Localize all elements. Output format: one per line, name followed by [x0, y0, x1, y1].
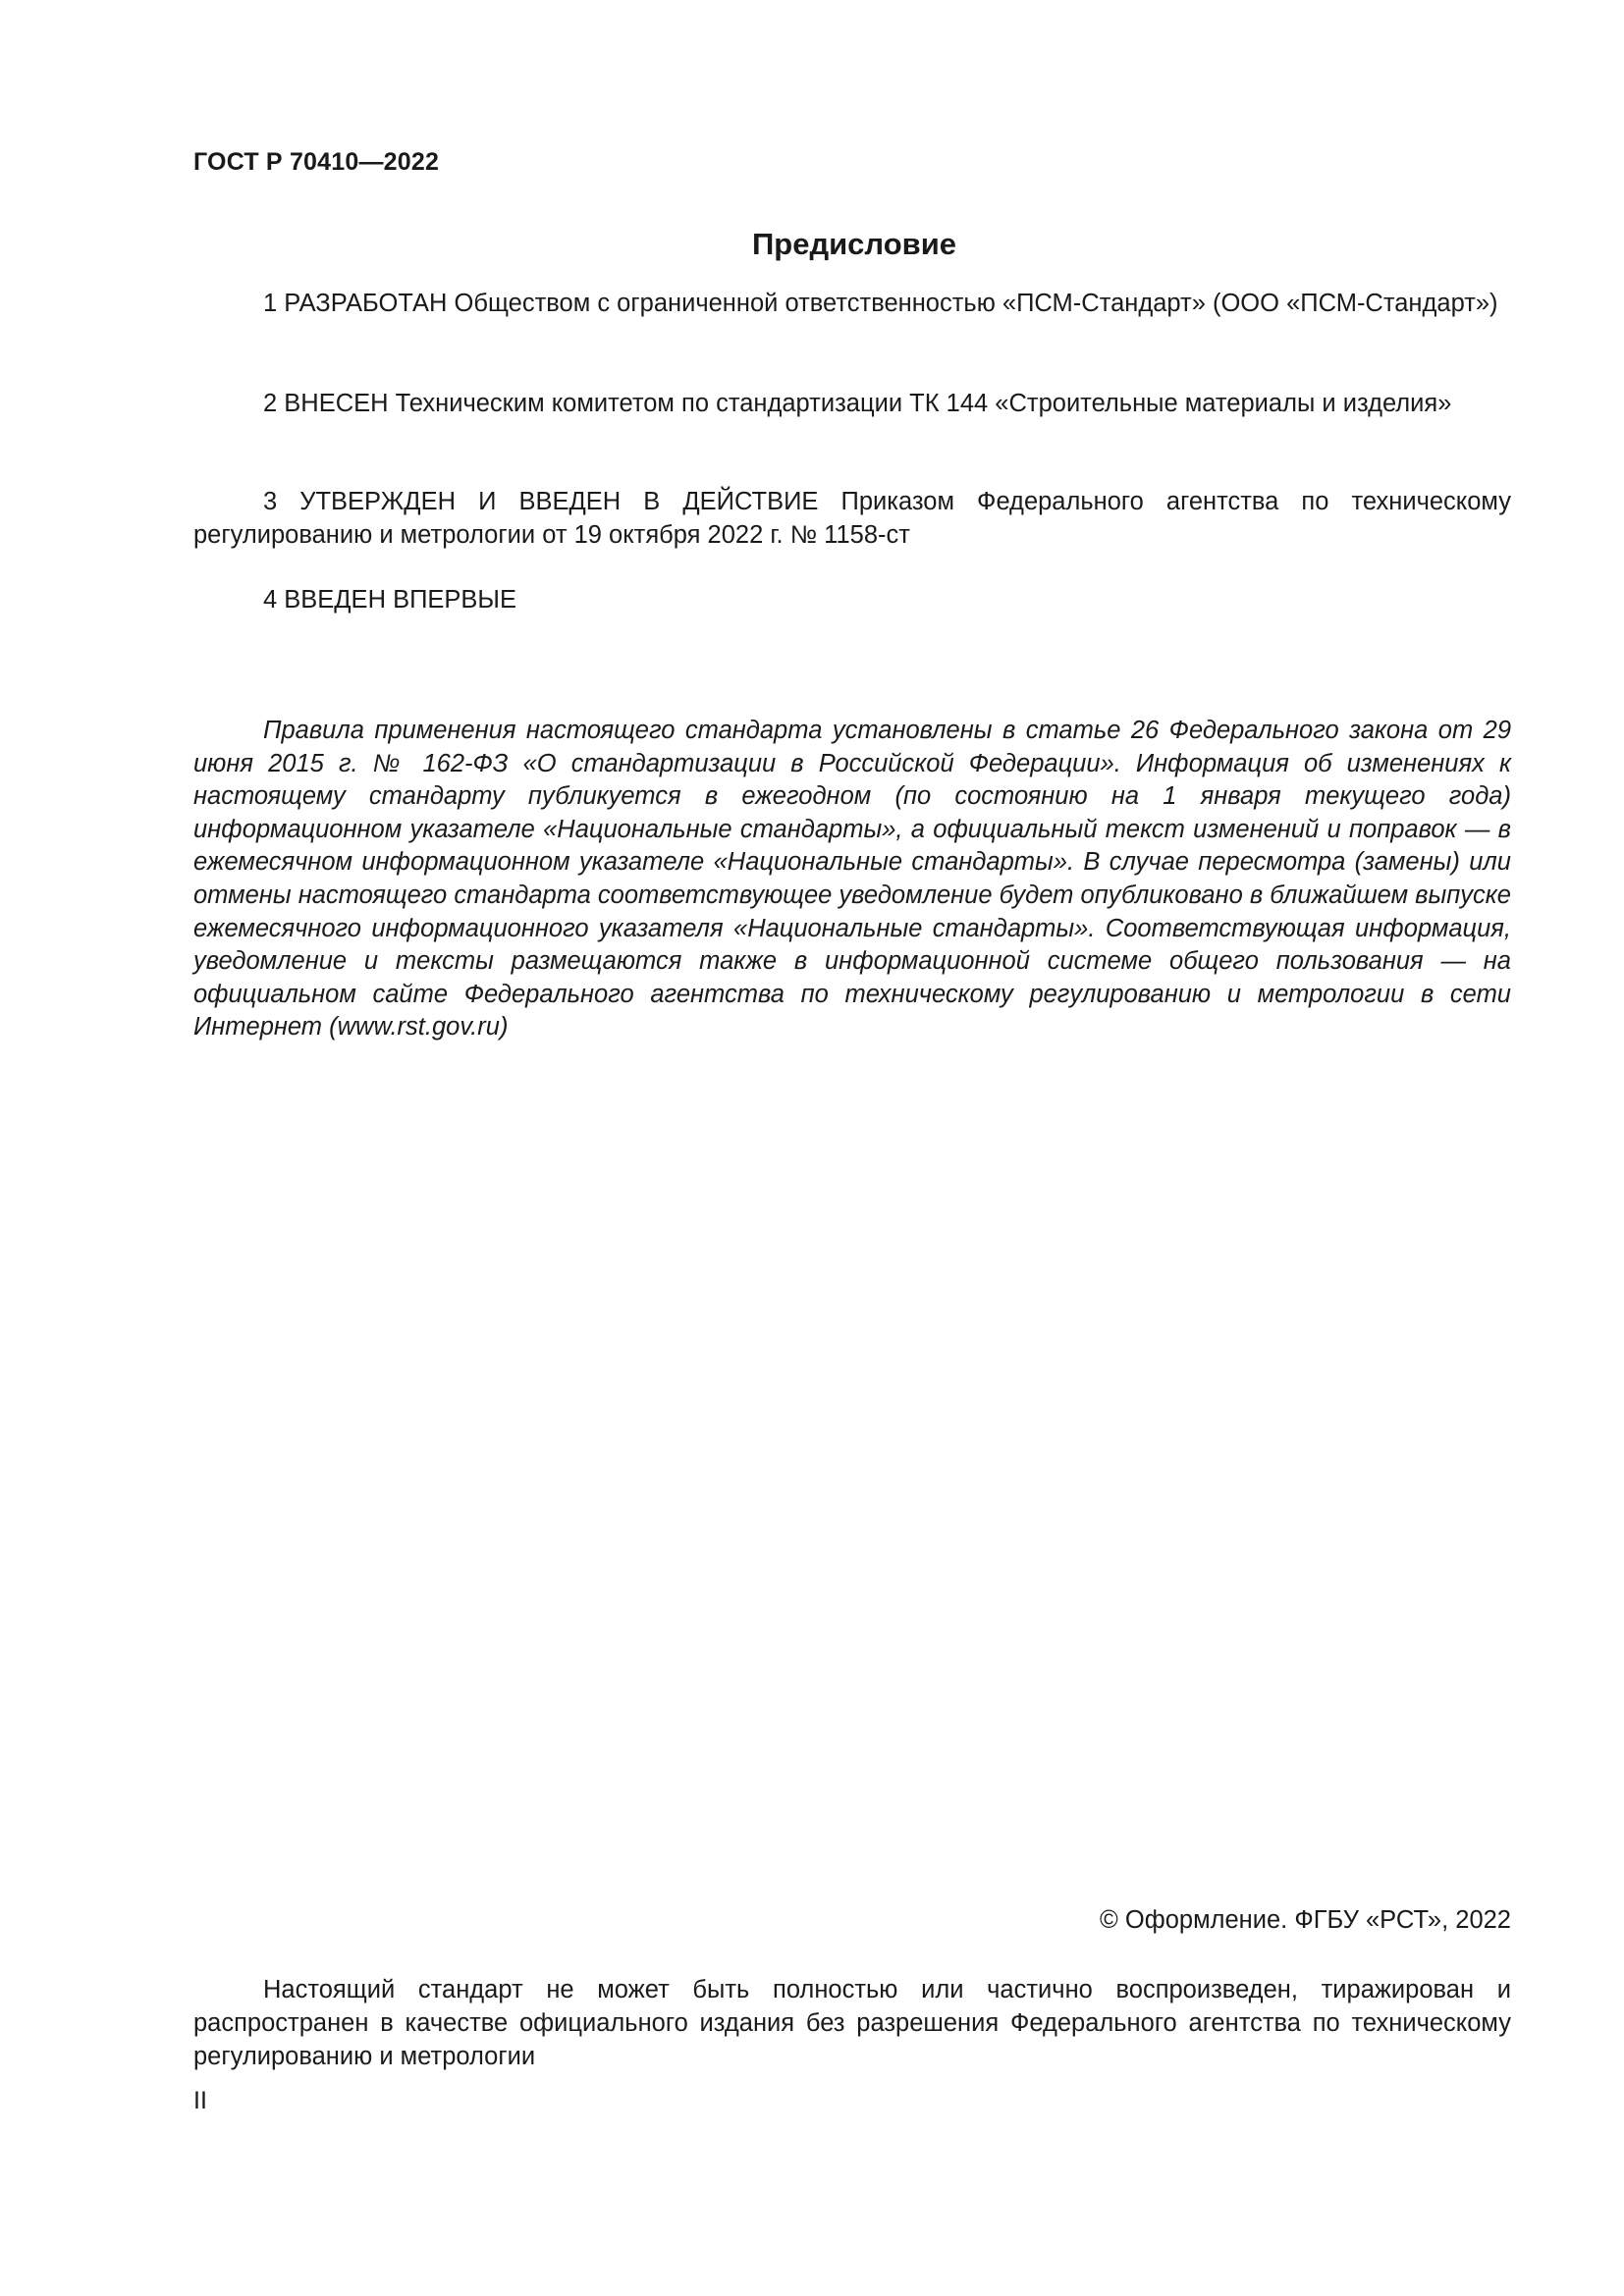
foreword-item-4-text: 4 ВВЕДЕН ВПЕРВЫЕ — [263, 586, 517, 614]
foreword-item-1 — [193, 287, 1511, 320]
foreword-item-1-text: 1 РАЗРАБОТАН Обществом с ограниченной ответственностью «ПСМ-Стандарт» (ООО «ПСМ-Стандарт») — [263, 290, 1498, 317]
application-rules-text: Правила применения настоящего стандарта установлены в статье 26 Федерального закона от 29 июня 2015 г. № 162-ФЗ «О стандартизации в Российской Федерации». Информация об изменениях к настоящему стандарту публикуется в ежегодном (по состоянию на 1 января текущего года) информационном указателе «Национальные стандарты», а официальный текст изменений и поправок — в ежемесячном информационном указателе «Национальные стандарты». В случае пересмотра (замены) или отмены настоящего стандарта соответствующее уведомление будет опубликовано в ближайшем выпуске ежемесячного информационного указателя «Национальные стандарты». Соответствующая информация, уведомление и тексты размещаются также в информационной системе общего пользования — на официальном сайте Федерального агентства по техническому регулированию и метрологии в сети Интернет (www.rst.gov.ru) — [193, 717, 1511, 1041]
foreword-item-2 — [193, 387, 1511, 420]
copyright-line: © Оформление. ФГБУ «РСТ», 2022 — [1100, 1906, 1511, 1934]
page-title: Предисловие — [751, 227, 956, 261]
page-number: II — [193, 2087, 207, 2114]
foreword-item-3-text: 3 УТВЕРЖДЕН И ВВЕДЕН В ДЕЙСТВИЕ Приказом Федерального агентства по техническому регулированию и метрологии от 19 октября 2022 г. № 1158-ст — [193, 488, 1511, 549]
foreword-item-4 — [193, 583, 1511, 616]
reproduction-notice-text: Настоящий стандарт не может быть полностью или частично воспроизведен, тиражирован и распространен в качестве официального издания без разрешения Федерального агентства по техническому регулированию и метрологии — [193, 1976, 1511, 2070]
application-rules-note — [193, 715, 1511, 1044]
reproduction-notice — [193, 1973, 1511, 2073]
foreword-item-2-text: 2 ВНЕСЕН Техническим комитетом по стандартизации ТК 144 «Строительные материалы и изделия» — [263, 390, 1452, 417]
foreword-item-3 — [193, 485, 1511, 552]
standard-code: ГОСТ Р 70410—2022 — [193, 148, 440, 176]
